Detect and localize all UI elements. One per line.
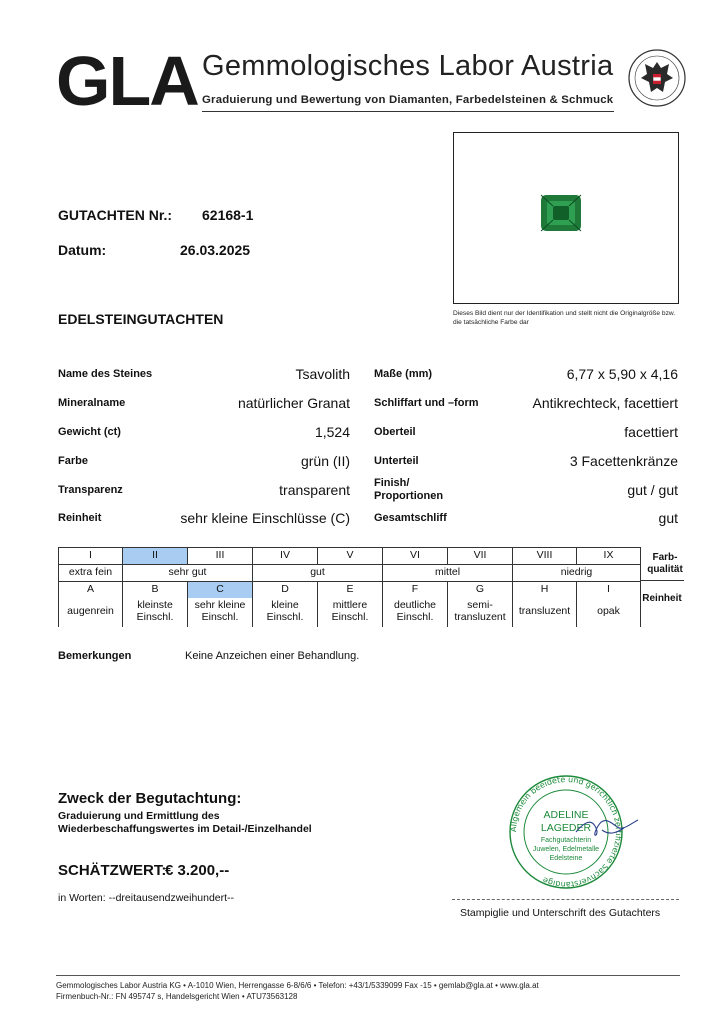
signature-line — [452, 899, 679, 900]
color-grade-cell: I — [59, 548, 123, 565]
report-date-label: Datum: — [58, 242, 107, 258]
clarity-grade-cell: D — [253, 582, 318, 599]
svg-text:Allgemein beeidete und gericht: Allgemein beeidete und gerichtlich zertifizierte Sachverständige — [508, 774, 624, 890]
color-quality-cell: extra fein — [59, 565, 123, 582]
clarity-desc-cell: transluzent — [513, 598, 577, 627]
spec-label-pavilion: Unterteil — [374, 455, 419, 467]
remarks-text: Keine Anzeichen einer Behandlung. — [185, 650, 360, 662]
gemstone-image — [454, 133, 678, 303]
color-grade-cell: VIII — [513, 548, 577, 565]
clarity-desc-cell: sehr kleine Einschl. — [188, 598, 253, 627]
report-number: 62168-1 — [202, 207, 254, 223]
color-grade-cell: IX — [577, 548, 641, 565]
valuation-words: in Worten: --dreitausendzweihundert-- — [58, 892, 235, 904]
spec-label-weight: Gewicht (ct) — [58, 426, 121, 438]
spec-label-proportions: Proportionen — [374, 490, 444, 502]
color-quality-cell: niedrig — [513, 565, 641, 582]
lab-name: Gemmologisches Labor Austria — [202, 50, 614, 82]
gla-logo: GLA — [56, 42, 198, 120]
clarity-grade-cell: A — [59, 582, 123, 599]
spec-label-crown: Oberteil — [374, 426, 416, 438]
footer-rule — [56, 975, 680, 976]
clarity-grade-cell: I — [577, 582, 641, 599]
color-grade-cell: VI — [383, 548, 448, 565]
color-grade-cell: IV — [253, 548, 318, 565]
color-grade-cell: V — [318, 548, 383, 565]
purpose-text: Graduierung und Ermittlung des Wiederbeschaffungswertes im Detail-/Einzelhandel — [58, 810, 312, 835]
spec-value-color: grün (II) — [300, 453, 350, 469]
clarity-desc-cell: augenrein — [59, 598, 123, 627]
clarity-grade-cell: B — [123, 582, 188, 599]
color-grade-cell: VII — [448, 548, 513, 565]
color-quality-label: Farb- qualität — [647, 552, 683, 575]
photo-disclaimer: Dieses Bild dient nur der Identifikation und stellt nicht die Originalgröße bzw. die tatsächliche Farbe dar — [453, 310, 676, 326]
clarity-grade-cell: G — [448, 582, 513, 599]
spec-value-mineral: natürlicher Granat — [237, 395, 350, 411]
stamp-name-1: ADELINE — [543, 809, 589, 821]
purpose-title: Zweck der Begutachtung: — [58, 790, 242, 807]
report-type: EDELSTEINGUTACHTEN — [58, 311, 224, 327]
clarity-desc-cell: semi- transluzent — [448, 598, 513, 627]
remarks-label: Bemerkungen — [58, 650, 132, 662]
spec-label-transparency: Transparenz — [58, 484, 123, 496]
spec-value-weight: 1,524 — [314, 424, 350, 440]
spec-label-finish: Finish/ — [374, 477, 410, 489]
spec-label-overall-cut: Gesamtschliff — [374, 512, 447, 524]
spec-value-overall-cut: gut — [658, 510, 678, 526]
stamp-line-3: Fachgutachterin — [540, 837, 592, 844]
grading-grid — [58, 547, 641, 627]
austrian-eagle-seal-icon — [627, 48, 687, 108]
stamp-name-2: LAGEDER — [540, 822, 592, 834]
footer-line-2: Firmenbuch-Nr.: FN 495747 s, Handelsgericht Wien • ATU73563128 — [56, 992, 298, 1001]
color-grade-cell: III — [188, 548, 253, 565]
spec-label-color: Farbe — [58, 455, 88, 467]
clarity-desc-cell: deutliche Einschl. — [383, 598, 448, 627]
footer-line-1: Gemmologisches Labor Austria KG • A-1010 Wien, Herrengasse 6-8/6/6 • Telefon: +43/1/5339099 Fax -15 • gemlab@gla.at • www.gla.at — [56, 981, 539, 990]
report-number-label: GUTACHTEN Nr.: — [58, 207, 173, 223]
clarity-grade-cell: F — [383, 582, 448, 599]
spec-value-pavilion: 3 Facettenkränze — [569, 453, 678, 469]
clarity-grade-cell-selected: C — [188, 582, 253, 599]
spec-label-mineral: Mineralname — [58, 397, 126, 409]
gemstone-photo-frame — [453, 132, 679, 304]
signature-label: Stampiglie und Unterschrift des Gutachters — [460, 907, 661, 919]
report-date: 26.03.2025 — [180, 242, 251, 258]
color-quality-cell: sehr gut — [123, 565, 253, 582]
spec-value-clarity: sehr kleine Einschlüsse (C) — [180, 510, 350, 526]
clarity-desc-cell: kleinste Einschl. — [123, 598, 188, 627]
clarity-grade-cell: E — [318, 582, 383, 599]
spec-label-name: Name des Steines — [58, 368, 153, 380]
color-quality-cell: mittel — [383, 565, 513, 582]
clarity-label: Reinheit — [642, 593, 682, 604]
clarity-desc-cell: opak — [577, 598, 641, 627]
spec-label-dimensions: Maße (mm) — [374, 368, 433, 380]
header-rule — [202, 111, 614, 112]
color-grade-cell-selected: II — [123, 548, 188, 565]
color-quality-cell: gut — [253, 565, 383, 582]
spec-label-cut: Schliffart und –form — [374, 397, 479, 409]
clarity-grade-cell: H — [513, 582, 577, 599]
stamp-line-5: Edelsteine — [549, 855, 583, 862]
stamp-line-4: Juwelen, Edelmetalle — [532, 846, 600, 853]
valuation-label: SCHÄTZWERT: — [58, 862, 167, 879]
expert-stamp-icon — [506, 770, 656, 894]
clarity-desc-cell: kleine Einschl. — [253, 598, 318, 627]
valuation-value: € 3.200,-- — [165, 862, 230, 879]
lab-subtitle: Graduierung und Bewertung von Diamanten, Farbedelsteinen & Schmuck — [202, 94, 614, 106]
spec-value-cut: Antikrechteck, facettiert — [532, 395, 678, 411]
spec-value-crown: facettiert — [624, 424, 678, 440]
spec-value-name: Tsavolith — [295, 366, 350, 382]
spec-label-clarity: Reinheit — [58, 512, 102, 524]
spec-value-dimensions: 6,77 x 5,90 x 4,16 — [566, 366, 678, 382]
spec-value-finish: gut / gut — [627, 482, 678, 498]
grid-side-rule — [640, 580, 684, 581]
clarity-desc-cell: mittlere Einschl. — [318, 598, 383, 627]
spec-value-transparency: transparent — [279, 482, 350, 498]
